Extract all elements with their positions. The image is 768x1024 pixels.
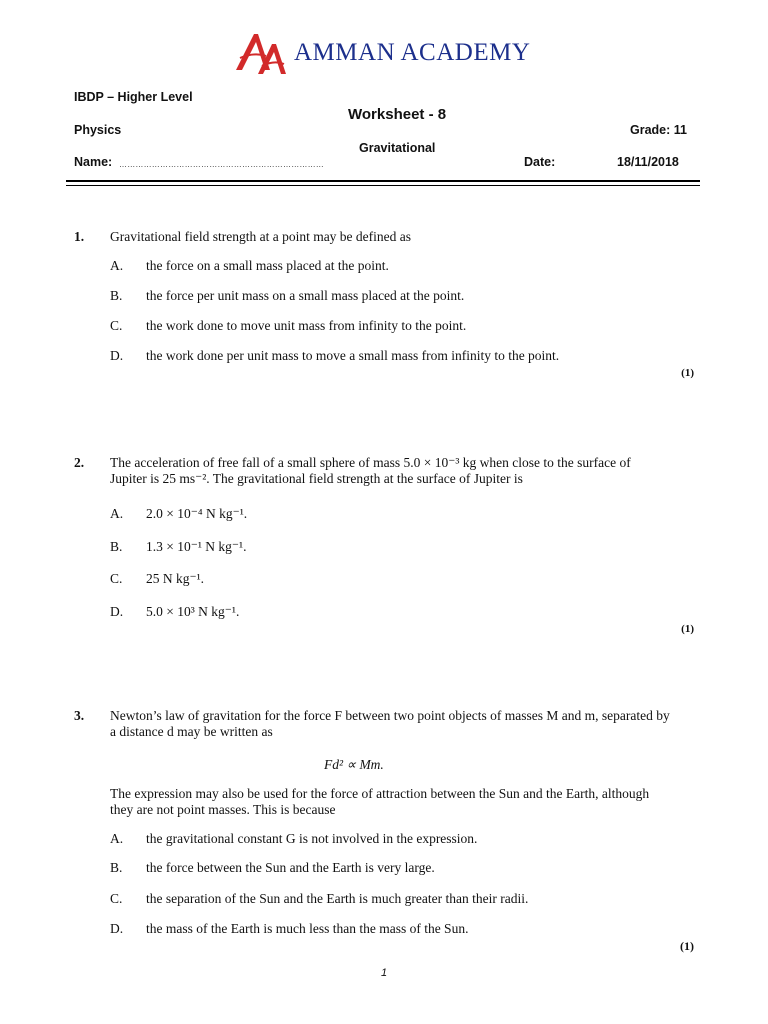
name-field[interactable]: …………………………………………………………………: [119, 160, 324, 169]
topic-label: Gravitational: [359, 141, 436, 155]
marks-label: (1): [681, 367, 694, 379]
question-number: 2.: [74, 455, 85, 470]
date-value: 18/11/2018: [617, 155, 679, 169]
option-a[interactable]: A. 2.0 × 10⁻⁴ N kg⁻¹.: [110, 506, 248, 521]
program-label: IBDP – Higher Level: [74, 90, 193, 104]
option-c[interactable]: C. 25 N kg⁻¹.: [110, 571, 205, 586]
option-b[interactable]: B. the force per unit mass on a small mass placed at the point.: [110, 288, 465, 303]
aa-logo-mark-icon: [232, 28, 296, 78]
question-2: [74, 455, 704, 635]
option-c[interactable]: C. the separation of the Sun and the Earth is much greater than their radii.: [110, 891, 529, 906]
worksheet-title: Worksheet - 8: [348, 106, 447, 123]
school-logo: [232, 28, 534, 78]
date-label: Date:: [524, 155, 556, 169]
option-c[interactable]: C. the work done to move unit mass from infinity to the point.: [110, 318, 467, 333]
option-d[interactable]: D. 5.0 × 10³ N kg⁻¹.: [110, 604, 240, 619]
question-stem: The acceleration of free fall of a small sphere of mass 5.0 × 10⁻³ kg when close to the surface of Jupiter is 25 ms⁻². The gravitational field strength at the surface of Jupiter is: [110, 455, 631, 486]
option-b[interactable]: B. the force between the Sun and the Earth is very large.: [110, 860, 435, 875]
option-d[interactable]: D. the mass of the Earth is much less than the mass of the Sun.: [110, 921, 469, 936]
marks-label: (1): [680, 939, 694, 953]
question-number: 1.: [74, 229, 85, 244]
header-divider-thick: [66, 180, 700, 182]
subject-label: Physics: [74, 123, 122, 137]
logo-text: AMMAN ACADEMY: [294, 39, 531, 66]
question-3: [74, 708, 704, 958]
option-b[interactable]: B. 1.3 × 10⁻¹ N kg⁻¹.: [110, 539, 247, 554]
question-1: [74, 229, 704, 379]
question-stem: Newton’s law of gravitation for the force F between two point objects of masses M and m, separated by a distance d may be written as: [110, 708, 670, 739]
question-stem-continued: The expression may also be used for the force of attraction between the Sun and the Earth, although they are not point masses. This is because: [110, 786, 650, 817]
grade-label: Grade: 11: [630, 123, 687, 137]
page-number: 1: [380, 967, 388, 979]
question-number: 3.: [74, 708, 85, 723]
option-a[interactable]: A. the force on a small mass placed at the point.: [110, 258, 389, 273]
question-stem: Gravitational field strength at a point may be defined as: [110, 229, 412, 244]
header-divider-thin: [66, 185, 700, 186]
option-a[interactable]: A. the gravitational constant G is not involved in the expression.: [110, 831, 478, 846]
formula: Fd² ∝ Mm.: [324, 757, 384, 772]
name-label: Name:: [74, 155, 113, 169]
option-d[interactable]: D. the work done per unit mass to move a small mass from infinity to the point.: [110, 348, 560, 363]
marks-label: (1): [681, 623, 694, 635]
